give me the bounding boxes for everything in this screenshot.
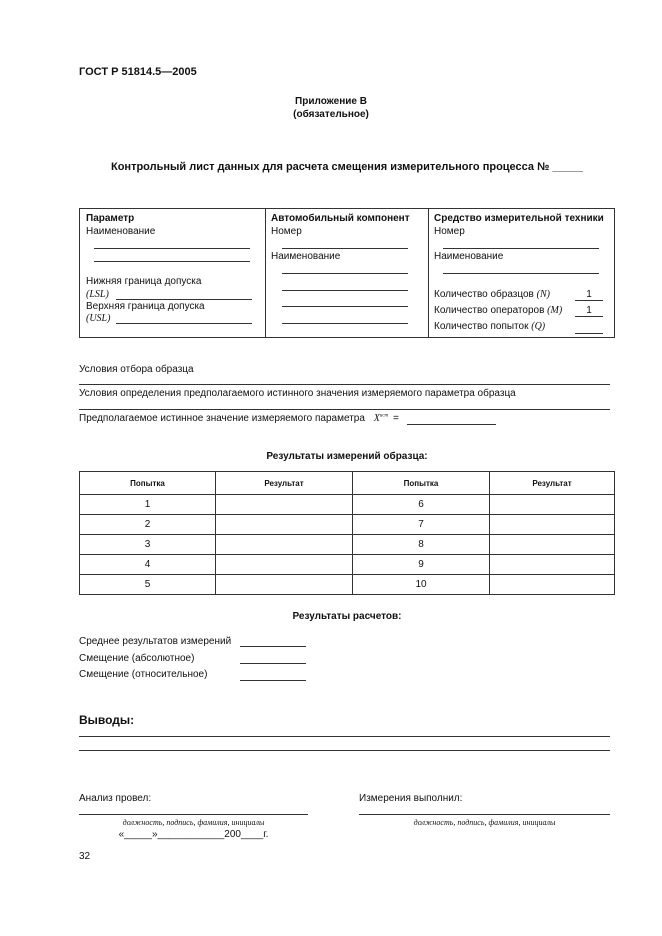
- attempts-value[interactable]: [575, 333, 603, 334]
- attempt-cell: 10: [353, 575, 490, 595]
- component-name-label: Наименование: [271, 251, 341, 262]
- attempt-cell: 5: [80, 575, 216, 595]
- attempt-cell: 2: [80, 515, 216, 535]
- bias-abs-label: Смещение (абсолютное): [79, 653, 195, 664]
- results-title: Результаты измерений образца:: [266, 451, 428, 462]
- attempt-cell: 3: [80, 535, 216, 555]
- samples-label: Количество образцов: [434, 289, 534, 300]
- attempt-cell: 9: [353, 555, 490, 575]
- sampling-conditions-label: Условия отбора образца: [79, 364, 194, 375]
- bias-rel-line[interactable]: [240, 680, 306, 681]
- component-name-line-1[interactable]: [282, 273, 408, 274]
- samples-value[interactable]: 1: [575, 289, 603, 301]
- table-row: [80, 535, 615, 555]
- analysis-label: Анализ провел:: [79, 793, 152, 804]
- results-table: [79, 471, 615, 595]
- attempt-cell: 1: [80, 495, 216, 515]
- conclusions-line-1[interactable]: [79, 736, 610, 737]
- parameter-name-line-2[interactable]: [94, 261, 250, 262]
- attempt-header-2: Попытка: [353, 472, 490, 495]
- samples-row: [434, 289, 550, 300]
- component-number-label: Номер: [271, 226, 302, 237]
- true-value-conditions-line[interactable]: [79, 409, 610, 410]
- bias-rel-label: Смещение (относительное): [79, 669, 208, 680]
- page-number: 32: [79, 851, 91, 862]
- conclusions-title: Выводы:: [79, 713, 135, 727]
- result-cell[interactable]: [216, 535, 353, 555]
- instrument-number-label: Номер: [434, 226, 465, 237]
- attempt-cell: 7: [353, 515, 490, 535]
- result-cell[interactable]: [216, 515, 353, 535]
- bias-abs-line[interactable]: [240, 663, 306, 664]
- parameter-name-line-1[interactable]: [94, 248, 250, 249]
- instrument-cell: [429, 209, 615, 338]
- sampling-conditions-line[interactable]: [79, 384, 610, 385]
- operators-value[interactable]: 1: [575, 305, 603, 317]
- calc-title: Результаты расчетов:: [292, 611, 402, 622]
- result-cell[interactable]: [490, 495, 615, 515]
- result-cell[interactable]: [490, 575, 615, 595]
- lsl-label: Нижняя граница допуска: [86, 276, 202, 287]
- component-header: Автомобильный компонент: [271, 213, 410, 224]
- page-title: Контрольный лист данных для расчета смещения измерительного процесса № _____: [111, 161, 583, 173]
- component-cell: [266, 209, 429, 338]
- true-value-equals: =: [392, 413, 399, 424]
- table-row: [80, 515, 615, 535]
- usl-line[interactable]: [116, 323, 252, 324]
- result-cell[interactable]: [216, 495, 353, 515]
- conclusions-line-2[interactable]: [79, 750, 610, 751]
- mean-label: Среднее результатов измерений: [79, 636, 232, 647]
- true-value-row: [79, 413, 399, 424]
- result-cell[interactable]: [490, 555, 615, 575]
- instrument-header: Средство измерительной техники: [434, 213, 604, 224]
- table-row: [80, 555, 615, 575]
- table-row: [80, 575, 615, 595]
- attempts-row: [434, 321, 545, 332]
- lsl-line[interactable]: [116, 299, 252, 300]
- table-row: [80, 495, 615, 515]
- attempt-cell: 4: [80, 555, 216, 575]
- parameter-table: [79, 208, 615, 338]
- component-number-line[interactable]: [282, 248, 408, 249]
- measured-label: Измерения выполнил:: [359, 793, 463, 804]
- true-value-symbol: X: [373, 413, 380, 424]
- attempts-symbol: (Q): [531, 321, 546, 332]
- parameter-cell: [80, 209, 266, 338]
- operators-label: Количество операторов: [434, 305, 545, 316]
- true-value-conditions-label: Условия определения предполагаемого истинного значения измеряемого параметра образца: [79, 388, 516, 399]
- appendix-title: Приложение В: [295, 96, 367, 107]
- result-cell[interactable]: [490, 515, 615, 535]
- analysis-caption: должность, подпись, фамилия, инициалы: [122, 818, 265, 827]
- analysis-signature-line[interactable]: [79, 814, 308, 815]
- result-cell[interactable]: [216, 575, 353, 595]
- lsl-abbr: (LSL): [86, 289, 109, 300]
- usl-label: Верхняя граница допуска: [86, 301, 205, 312]
- result-header-1: Результат: [216, 472, 353, 495]
- true-value-line[interactable]: [407, 424, 496, 425]
- parameter-name-label: Наименование: [86, 226, 156, 237]
- measured-caption: должность, подпись, фамилия, инициалы: [413, 818, 556, 827]
- result-cell[interactable]: [490, 535, 615, 555]
- operators-row: [434, 305, 562, 316]
- attempts-label: Количество попыток: [434, 321, 529, 332]
- date-line[interactable]: «_____»____________200____г.: [118, 829, 269, 840]
- instrument-name-label: Наименование: [434, 251, 504, 262]
- component-name-line-3[interactable]: [282, 306, 408, 307]
- parameter-header: Параметр: [86, 213, 135, 224]
- operators-symbol: (M): [547, 305, 563, 316]
- component-name-line-4[interactable]: [282, 323, 408, 324]
- instrument-number-line[interactable]: [443, 248, 599, 249]
- component-name-line-2[interactable]: [282, 290, 408, 291]
- result-cell[interactable]: [216, 555, 353, 575]
- usl-abbr: (USL): [86, 313, 111, 324]
- true-value-superscript: ист: [379, 413, 389, 419]
- appendix-subtitle: (обязательное): [293, 109, 369, 120]
- samples-symbol: (N): [536, 289, 550, 300]
- instrument-name-line[interactable]: [443, 273, 599, 274]
- attempt-header-1: Попытка: [80, 472, 216, 495]
- result-header-2: Результат: [490, 472, 615, 495]
- measured-signature-line[interactable]: [359, 814, 610, 815]
- mean-line[interactable]: [240, 646, 306, 647]
- document-header: ГОСТ Р 51814.5—2005: [79, 66, 197, 78]
- results-header-row: [80, 472, 615, 495]
- attempt-cell: 6: [353, 495, 490, 515]
- attempt-cell: 8: [353, 535, 490, 555]
- true-value-label: Предполагаемое истинное значение измеряемого параметра: [79, 413, 365, 424]
